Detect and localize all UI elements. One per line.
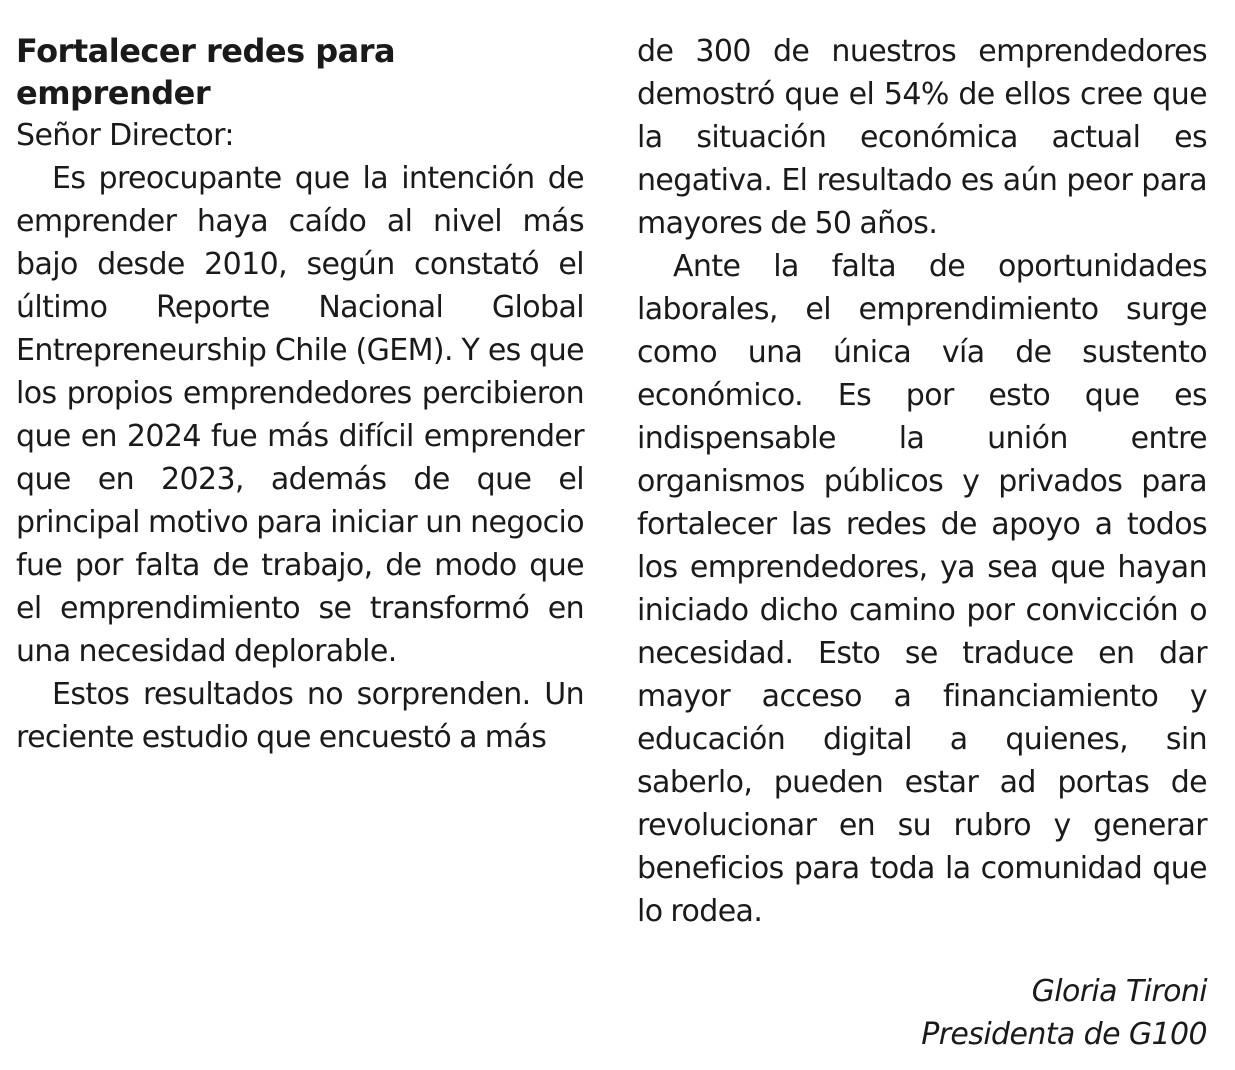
right-column: [637, 30, 1207, 933]
left-column: [16, 30, 584, 759]
signature-title: Presidenta de G100: [921, 1017, 1207, 1052]
letter-headline: Fortalecer redes para emprender: [16, 32, 396, 112]
paragraph-2-continued: de 300 de nuestros emprendedores demostró que el 54% de ellos cree que la situación económica actual es negativa. El resultado es aún peor para mayores de 50 años.: [637, 34, 1207, 241]
paragraph-3: Ante la falta de oportunidades laborales, el emprendimiento surge como una única vía de sustento económico. Es por esto que es indispensable la unión entre organismos públicos y privados para fortalecer las redes de apoyo a todos los emprendedores, ya sea que hayan iniciado dicho camino por convicción o necesidad. Esto se traduce en dar mayor acceso a financiamiento y educación digital a quienes, sin saberlo, pueden estar ad portas de revolucionar en su rubro y generar beneficios para toda la comunidad que lo rodea.: [637, 249, 1207, 929]
signature-block: [921, 970, 1207, 1056]
signature-name: Gloria Tironi: [1031, 974, 1207, 1009]
paragraph-1: Es preocupante que la intención de emprender haya caído al nivel más bajo desde 2010, según constató el último Reporte Nacional Global Entrepreneurship Chile (GEM). Y es que los propios emprendedores percibieron que en 2024 fue más difícil emprender que en 2023, además de que el principal motivo para iniciar un negocio fue por falta de trabajo, de modo que el emprendimiento se transformó en una necesidad deplorable.: [16, 161, 584, 669]
paragraph-2-start: Estos resultados no sorprenden. Un reciente estudio que encuestó a más: [16, 677, 584, 755]
salutation: Señor Director:: [16, 118, 234, 153]
